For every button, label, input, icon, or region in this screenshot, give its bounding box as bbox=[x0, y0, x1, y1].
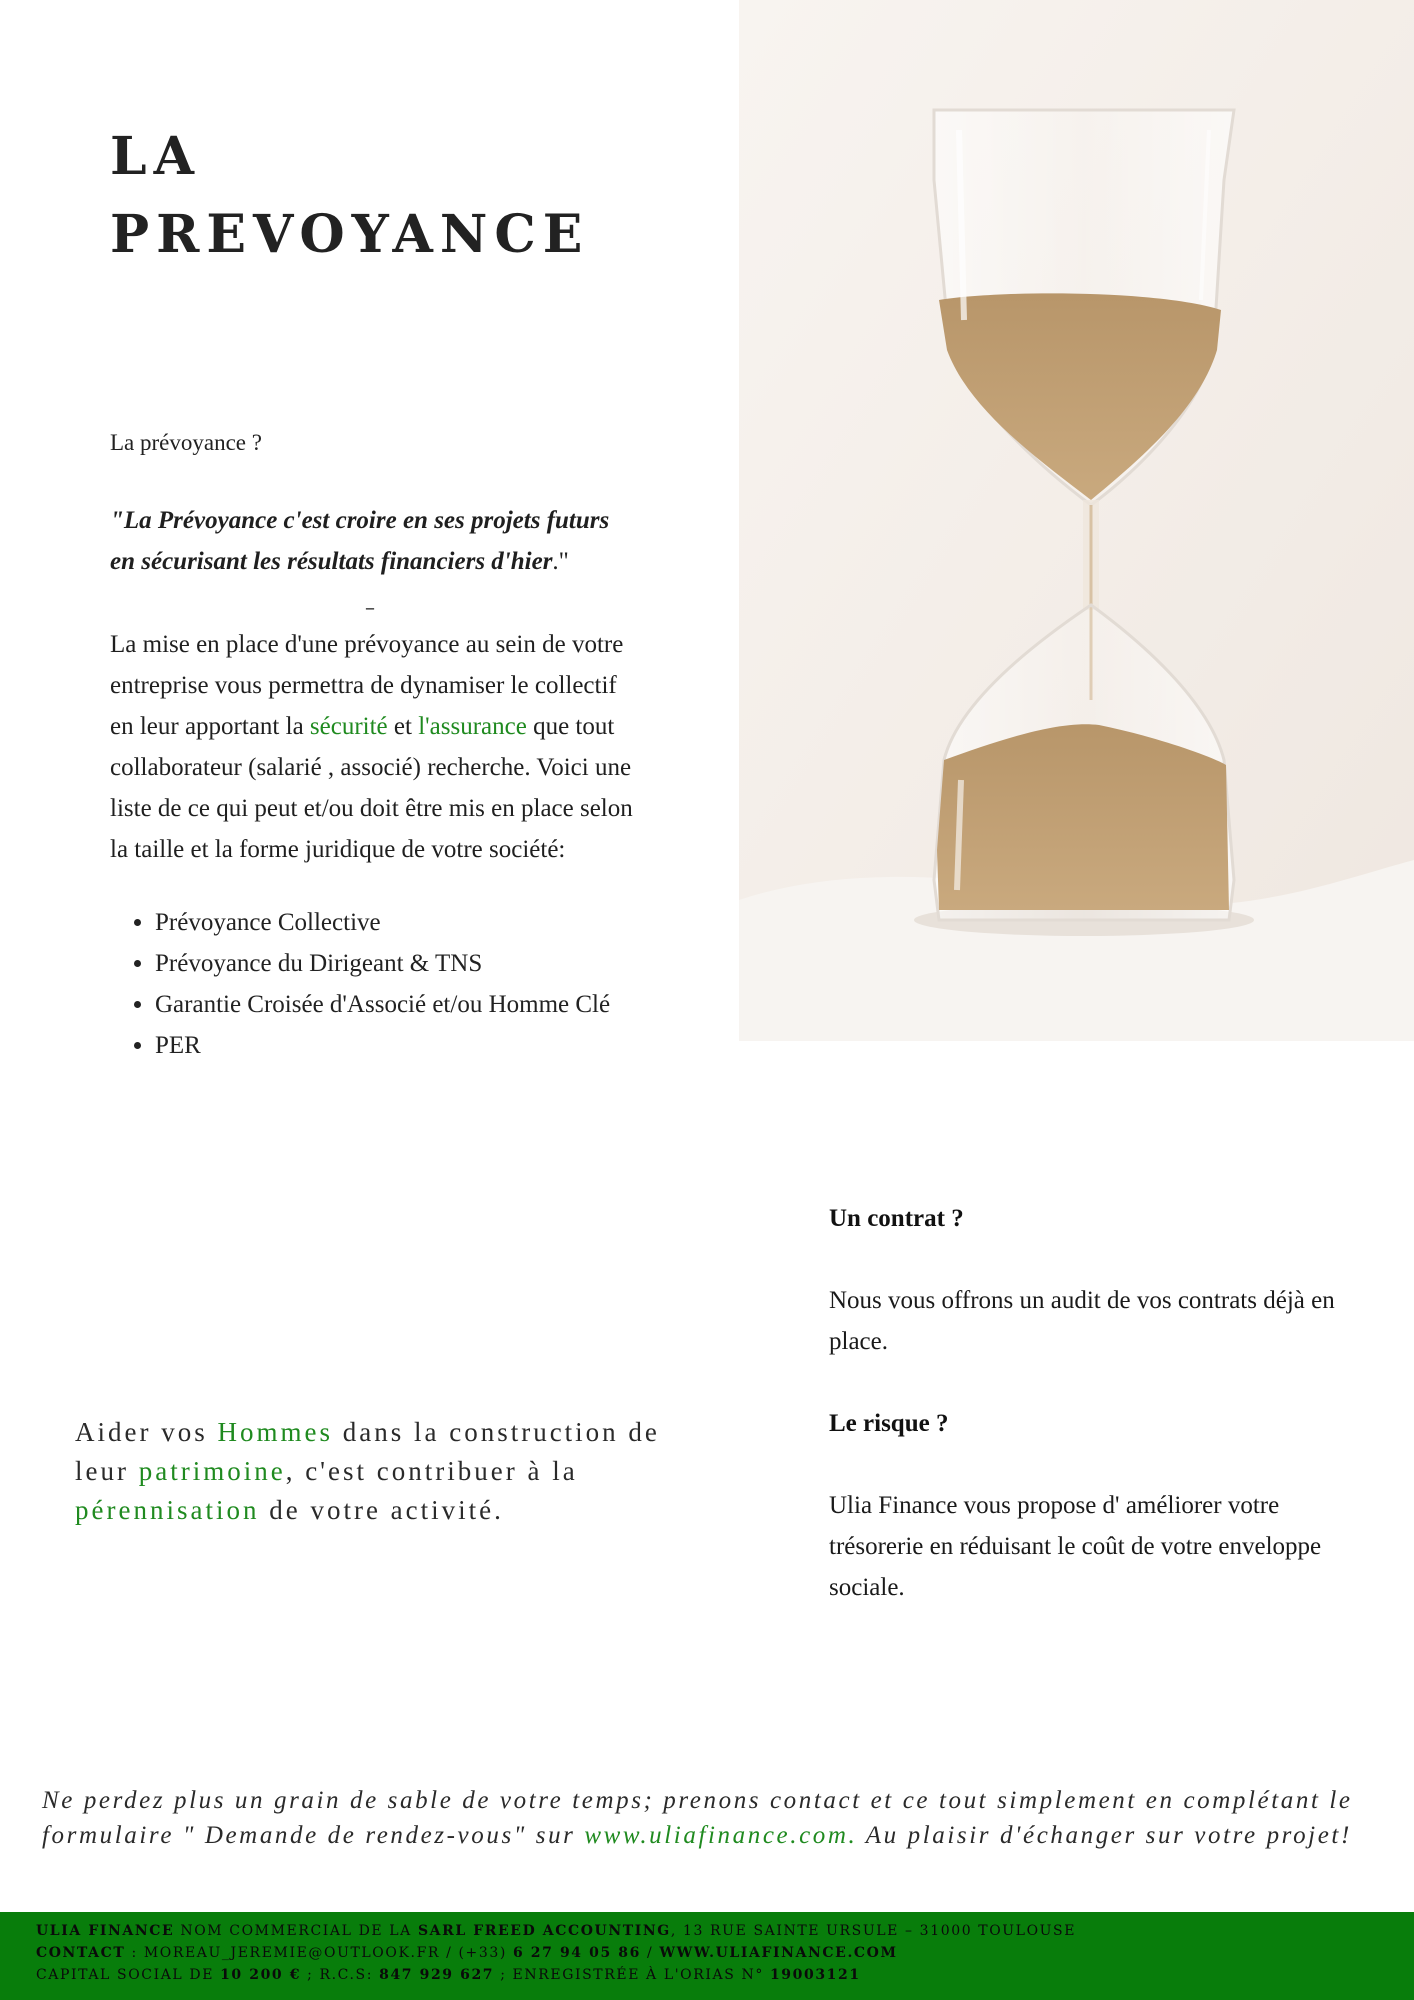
tagline-text-2: dans la construction de leur bbox=[75, 1417, 660, 1486]
footer-text: CAPITAL SOCIAL DE bbox=[36, 1967, 221, 1983]
title-line-1: LA bbox=[110, 126, 201, 187]
intro-question: La prévoyance ? bbox=[110, 430, 262, 455]
body-text-3: que tout collaborateur (salarié , associé) recherche. Voici une liste de ce qui peut et/ou doit être mis en place selon la taille et la forme juridique de votre société: bbox=[110, 713, 633, 863]
footer-company: ULIA FINANCE bbox=[36, 1923, 175, 1939]
highlight-securite: sécurité bbox=[309, 713, 388, 740]
tagline-text-4: de votre activité. bbox=[259, 1495, 504, 1525]
highlight-hommes: Hommes bbox=[217, 1417, 333, 1447]
hourglass-illustration bbox=[739, 0, 1414, 1041]
footer-email[interactable]: : MOREAU_JEREMIE@OUTLOOK.FR / (+33) bbox=[125, 1945, 513, 1961]
footer-text: NOM COMMERCIAL DE LA bbox=[174, 1923, 418, 1939]
highlight-assurance: l'assurance bbox=[418, 713, 527, 740]
hourglass-photo bbox=[739, 0, 1414, 1041]
footer-website[interactable]: WWW.ULIAFINANCE.COM bbox=[659, 1945, 898, 1961]
footer-phone[interactable]: 6 27 94 05 86 bbox=[512, 1945, 641, 1961]
separator: – bbox=[365, 595, 375, 619]
offer-list bbox=[110, 902, 640, 1066]
list-item: • PER bbox=[155, 1025, 640, 1066]
list-item: • Garantie Croisée d'Associé et/ou Homme Clé bbox=[155, 984, 640, 1025]
cta-end: Au plaisir d'échanger sur votre projet! bbox=[857, 1822, 1352, 1849]
footer-text: / bbox=[640, 1945, 660, 1961]
contract-text: Nous vous offrons un audit de vos contrats déjà en place. bbox=[829, 1287, 1335, 1355]
footer bbox=[0, 1912, 1414, 2000]
body-text-1: La mise en place d'une prévoyance au sein de votre entreprise vous permettra de dynamiser le collectif en leur apportant la bbox=[110, 631, 624, 740]
list-item: • Prévoyance Collective bbox=[155, 902, 640, 943]
footer-contact-label: CONTACT bbox=[36, 1945, 126, 1961]
contract-heading: Un contrat ? bbox=[829, 1205, 964, 1232]
footer-line-1 bbox=[36, 1920, 1378, 1942]
page-title bbox=[110, 118, 589, 274]
quote-end: ." bbox=[552, 548, 569, 575]
footer-text: ; R.C.S: bbox=[301, 1967, 380, 1983]
tagline-text-1: Aider vos bbox=[75, 1417, 218, 1447]
footer-sarl: SARL FREED ACCOUNTING bbox=[417, 1923, 671, 1939]
footer-text: ; ENREGISTRÉE À L'ORIAS N° bbox=[494, 1967, 770, 1983]
website-link[interactable]: www.uliafinance.com. bbox=[584, 1822, 858, 1849]
footer-capital: 10 200 € bbox=[220, 1967, 302, 1983]
list-item: • Prévoyance du Dirigeant & TNS bbox=[155, 943, 640, 984]
quote bbox=[110, 500, 640, 582]
highlight-perennisation: pérennisation bbox=[75, 1495, 260, 1525]
left-column bbox=[110, 422, 640, 1066]
right-column bbox=[829, 1198, 1349, 1649]
risk-text: Ulia Finance vous propose d' améliorer votre trésorerie en réduisant le coût de votre enveloppe sociale. bbox=[829, 1492, 1322, 1601]
risk-heading: Le risque ? bbox=[829, 1410, 949, 1437]
body-text-2: et bbox=[387, 713, 419, 740]
body-paragraph bbox=[110, 624, 640, 870]
footer-rcs: 847 929 627 bbox=[379, 1967, 495, 1983]
call-to-action bbox=[42, 1783, 1382, 1853]
tagline bbox=[75, 1413, 675, 1530]
footer-orias: 19003121 bbox=[769, 1967, 861, 1983]
cta-text: Ne perdez plus un grain de sable de votre temps; prenons contact et ce tout simplement en complétant le formulaire " Demande de rendez-vous" sur bbox=[42, 1787, 1353, 1849]
highlight-patrimoine: patrimoine bbox=[138, 1456, 286, 1486]
footer-line-3 bbox=[36, 1964, 1378, 1986]
footer-line-2 bbox=[36, 1942, 1378, 1964]
tagline-text-3: , c'est contribuer à la bbox=[285, 1456, 578, 1486]
footer-address: , 13 RUE SAINTE URSULE – 31000 TOULOUSE bbox=[670, 1923, 1077, 1939]
quote-text: "La Prévoyance c'est croire en ses projets futurs en sécurisant les résultats financiers d'hier bbox=[110, 507, 610, 575]
title-line-2: PREVOYANCE bbox=[110, 204, 590, 265]
